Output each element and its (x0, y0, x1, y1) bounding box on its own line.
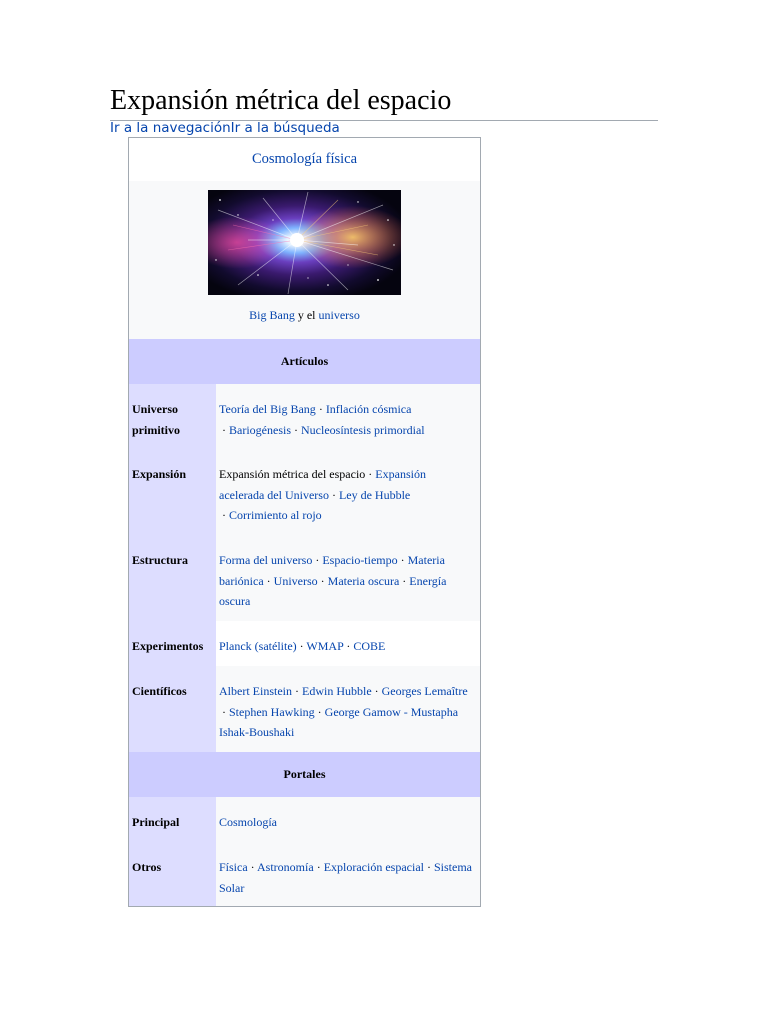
article-link[interactable]: Espacio-tiempo (322, 553, 398, 567)
article-link[interactable]: Sistema Solar (219, 860, 472, 895)
article-link[interactable]: Expansión acelerada del Universo (219, 467, 426, 502)
section-heading: Portales (129, 752, 480, 797)
infobox-row (129, 842, 480, 906)
row-value (216, 666, 480, 752)
item-separator: · (219, 704, 229, 719)
item-separator: · (343, 639, 354, 653)
article-link[interactable]: Planck (satélite) (219, 639, 297, 653)
infobox-row (129, 535, 480, 621)
item-separator: · (371, 684, 382, 698)
current-article-text: Expansión métrica del espacio (219, 467, 366, 481)
item-separator: · (313, 860, 324, 874)
article-link[interactable]: Exploración espacial (323, 860, 424, 874)
article-link[interactable]: Inflación cósmica (325, 402, 412, 416)
row-label: Principal (129, 797, 216, 842)
item-separator: · (219, 508, 229, 522)
article-link[interactable]: Stephen Hawking (229, 704, 315, 719)
big-bang-link[interactable]: Big Bang (249, 308, 295, 322)
row-label: Expansión (129, 449, 216, 535)
row-value (216, 797, 480, 842)
article-link[interactable]: Albert Einstein (219, 684, 292, 698)
article-link[interactable]: Materia oscura (327, 573, 400, 588)
page-title: Expansión métrica del espacio (110, 82, 658, 121)
infobox-title-link[interactable]: Cosmología física (251, 151, 358, 168)
row-value (216, 384, 480, 449)
jump-links (110, 119, 340, 137)
row-label: Universo primitivo (129, 384, 216, 449)
jump-to-navigation-link[interactable]: Ir a la navegación (110, 120, 231, 136)
infobox-row (129, 384, 480, 449)
jump-to-search-link[interactable]: Ir a la búsqueda (230, 120, 340, 136)
infobox-row (129, 449, 480, 535)
row-label: Otros (129, 842, 216, 906)
infobox-row (129, 797, 480, 842)
article-link[interactable]: Bariogénesis (229, 422, 291, 437)
row-value (216, 535, 480, 621)
item-separator: · (399, 573, 410, 588)
item-separator: · (365, 467, 376, 481)
article-link[interactable]: WMAP (306, 639, 344, 653)
article-link[interactable]: George Gamow - Mustapha Ishak-Boushaki (219, 704, 459, 739)
item-separator: · (317, 573, 328, 588)
article-link[interactable]: Universo (273, 573, 318, 588)
row-label: Estructura (129, 535, 216, 621)
infobox-row (129, 621, 480, 666)
item-separator: · (423, 860, 434, 874)
item-separator: · (296, 639, 307, 653)
item-separator: · (314, 704, 325, 719)
article-link[interactable]: Nucleosíntesis primordial (301, 422, 425, 437)
row-value (216, 842, 480, 906)
infobox-caption (129, 307, 480, 323)
article-link[interactable]: Ley de Hubble (338, 487, 411, 502)
article-link[interactable]: Astronomía (257, 860, 314, 874)
item-separator: · (291, 684, 302, 698)
article-link[interactable]: Forma del universo (219, 553, 313, 567)
item-separator: · (328, 487, 339, 502)
article-link[interactable]: Energía oscura (219, 573, 447, 608)
article-link[interactable]: Teoría del Big Bang (219, 402, 316, 416)
row-label: Experimentos (129, 621, 216, 666)
article-link[interactable]: Georges Lemaître (381, 684, 468, 698)
row-label: Científicos (129, 666, 216, 752)
item-separator: · (397, 553, 408, 567)
item-separator: · (312, 553, 323, 567)
article-link[interactable]: COBE (353, 639, 386, 653)
caption-text: y el (294, 308, 319, 322)
article-link[interactable]: Cosmología (219, 815, 278, 829)
infobox-sections (129, 339, 480, 906)
article-link[interactable]: Corrimiento al rojo (229, 508, 322, 522)
infobox-row (129, 666, 480, 752)
item-separator: · (291, 422, 301, 437)
row-value (216, 449, 480, 535)
item-separator: · (219, 422, 229, 437)
big-bang-image[interactable] (208, 190, 401, 295)
infobox-title[interactable] (129, 138, 480, 181)
article-link[interactable]: Física (219, 860, 248, 874)
infobox-image-container (129, 181, 480, 339)
item-separator: · (315, 402, 326, 416)
section-heading: Artículos (129, 339, 480, 384)
item-separator: · (247, 860, 258, 874)
infobox (128, 137, 481, 907)
universe-link[interactable]: universo (318, 308, 360, 322)
row-value (216, 621, 480, 666)
article-link[interactable]: Edwin Hubble (301, 684, 372, 698)
item-separator: · (263, 573, 274, 588)
article-link[interactable]: Materia bariónica (219, 553, 445, 588)
